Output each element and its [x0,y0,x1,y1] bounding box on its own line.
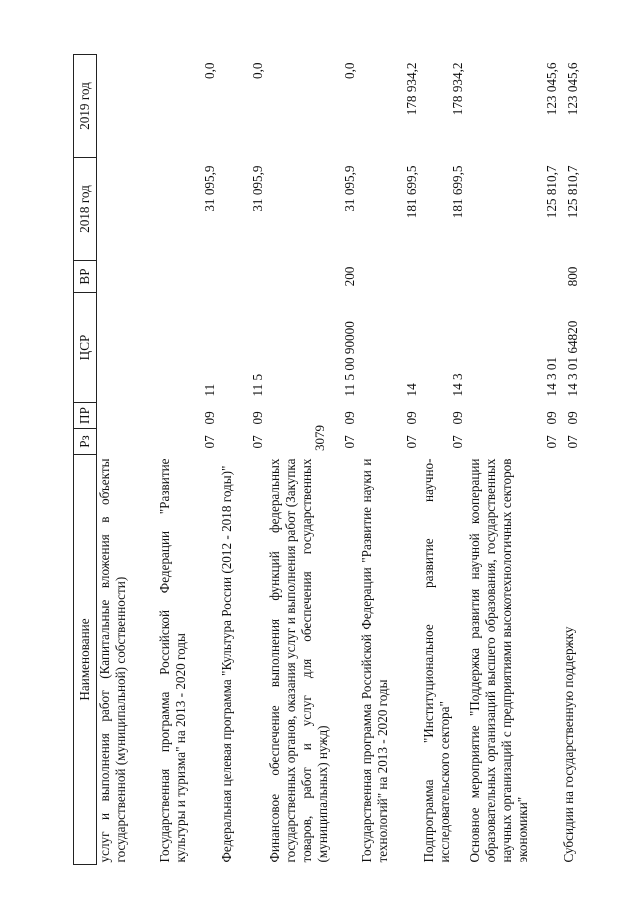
rotated-table-container [73,55,618,865]
row-2019: 178 934,2 [450,62,465,116]
row-vr [157,261,219,293]
header-rz: Рз [74,429,97,455]
row-2019: 0,0 [202,62,217,79]
row-csr: 11 5 [250,373,265,397]
table-row [267,55,359,865]
page-number: 3079 [312,425,327,451]
row-2018: 125 810,7 [544,165,559,219]
row-rz: 07 [404,435,419,449]
row-csr: 11 5 00 90000 [342,321,357,397]
row-pr: 09 [342,411,357,425]
table-row [157,55,219,865]
row-2018: 31 095,9 [342,165,357,212]
row-pr [97,403,157,429]
header-2019: 2019 год [74,55,97,158]
row-2019 [97,55,157,158]
table-row [421,55,467,865]
row-rz: 07 [564,435,580,449]
header-2018: 2018 год [74,158,97,261]
row-2019: 178 934,2 [404,62,419,116]
row-2018: 181 699,5 [450,165,465,219]
row-vr [467,261,561,293]
row-pr: 09 [202,411,217,425]
row-name: услуг и выполнения работ (Капитальные вложения в объекты государственной (муниципальной) собственности) [97,458,128,863]
row-csr: 11 [202,383,217,397]
row-rz: 07 [544,435,559,449]
table-row [561,55,581,865]
row-2018: 31 095,9 [202,165,217,212]
row-2019: 123 045,6 [564,62,580,116]
table-header-row [74,55,97,865]
table-row [359,55,421,865]
row-pr: 09 [544,411,559,425]
row-name: Финансовое обеспечение выполнения функций федеральных государственных органов, оказания услуг и выполнения работ (Закупка товаров, работ и услуг для обеспечения государственных (муниципальных) нужд) [267,458,330,863]
row-2019: 0,0 [250,62,265,79]
row-name: Государственная программа Российской Федерации "Развитие культуры и туризма" на 2013 - 2020 годы [157,458,188,863]
row-csr: 14 3 [450,373,465,397]
row-name: Подпрограмма "Институциональное развитие научно-исследовательского сектора" [421,458,452,863]
row-csr: 14 3 01 64820 [564,320,580,397]
table-row [219,55,267,865]
row-name: Субсидии на государственную поддержку [561,626,576,863]
row-pr: 09 [404,411,419,425]
row-name: Основное мероприятие "Поддержка развития научной кооперации образовательных организаций высшего образования, государственных научных организаций с предприятиями высокотехнологичных секторов экономики" [467,458,530,863]
row-2018: 125 810,7 [564,165,580,219]
row-pr: 09 [250,411,265,425]
row-rz: 07 [202,435,217,449]
table-row [467,55,561,865]
row-vr: 800 [564,266,580,287]
header-name: Наименование [74,455,97,865]
row-name: Федеральная целевая программа "Культура России (2012 - 2018 годы)" [219,465,234,863]
row-vr [219,261,267,293]
row-csr: 14 [404,383,419,397]
header-vr: ВР [74,261,97,293]
row-name: Государственная программа Российской Федерации "Развитие науки и технологий" на 2013 - 2020 годы [359,458,390,863]
row-pr: 09 [564,411,580,425]
row-vr [97,261,157,293]
row-2018: 181 699,5 [404,165,419,219]
row-rz: 07 [450,435,465,449]
row-pr: 09 [450,411,465,425]
header-csr: ЦСР [74,293,97,403]
row-2018 [97,158,157,261]
row-2019: 0,0 [342,62,357,79]
row-rz: 07 [250,435,265,449]
row-vr: 200 [342,266,357,287]
table-row [97,55,157,865]
row-2019: 123 045,6 [544,62,559,116]
row-csr: 14 3 01 [544,356,559,397]
row-vr [359,261,421,293]
budget-table [73,54,581,865]
row-2018: 31 095,9 [250,165,265,212]
row-vr [421,261,467,293]
row-rz: 07 [342,435,357,449]
header-pr: ПР [74,403,97,429]
row-rz [97,429,157,455]
row-csr [97,293,157,403]
